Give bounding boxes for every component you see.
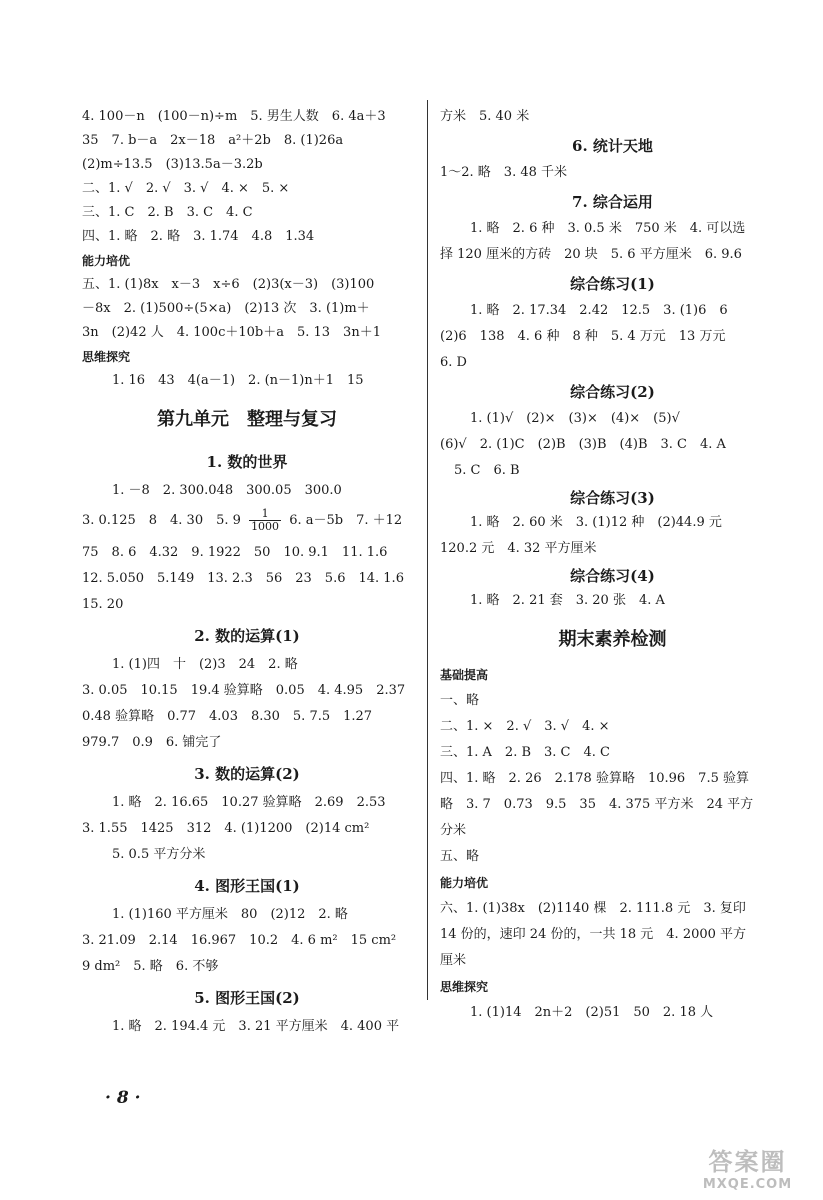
answer-text: 6. a－5b 7. ＋12 [289,513,403,528]
section-heading: 1. 数的世界 [206,453,288,471]
fraction-denominator: 1000 [251,520,280,533]
answer-line: 14 份的，速印 24 份的，一共 18 元 4. 2000 平方 [440,927,747,942]
answer-line: 1. －8 2. 300.048 300.05 300.0 [112,483,342,498]
section-heading: 综合练习(4) [570,567,655,585]
answer-line: 35 7. b－a 2x－18 a²＋2b 8. (1)26a [82,133,344,148]
answer-line: 12. 5.050 5.149 13. 2.3 56 23 5.6 14. 1.6 [82,571,404,586]
answer-line: 1. (1)14 2n＋2 (2)51 50 2. 18 人 [470,1005,714,1020]
answer-line: 1. (1)160 平方厘米 80 (2)12 2. 略 [112,907,348,922]
page-number: · 8 · [105,1088,141,1108]
answer-line: 1. 略 2. 21 套 3. 20 张 4. A [470,593,665,608]
answer-line: 四、1. 略 2. 略 3. 1.74 4.8 1.34 [82,229,315,244]
answer-line: 五、略 [440,849,480,864]
answer-line: 3. 21.09 2.14 16.967 10.2 4. 6 m² 15 cm² [82,933,397,948]
answer-line: 0.48 验算略 0.77 4.03 8.30 5. 7.5 1.27 [82,709,373,724]
fraction-numerator: 1 [249,508,281,521]
unit-title: 第九单元 整理与复习 [157,409,337,430]
answer-line: 分米 [440,823,467,838]
answer-line: 方米 5. 40 米 [440,109,530,124]
section-heading: 7. 综合运用 [572,193,653,211]
answer-line: 1. 略 2. 60 米 3. (1)12 种 (2)44.9 元 [470,515,722,530]
answer-line: 3. 1.55 1425 312 4. (1)1200 (2)14 cm² [82,821,370,836]
answer-line: 5. 0.5 平方分米 [112,847,206,862]
answer-line: 1. 略 2. 194.4 元 3. 21 平方厘米 4. 400 平 [112,1019,400,1034]
answer-line: 1. 略 2. 16.65 10.27 验算略 2.69 2.53 [112,795,386,810]
answer-line: 五、1. (1)8x x－3 x÷6 (2)3(x－3) (3)100 [82,277,375,292]
answer-line: 1. (1)四 十 (2)3 24 2. 略 [112,657,298,672]
answer-line: 979.7 0.9 6. 铺完了 [82,735,222,750]
section-heading: 6. 统计天地 [572,137,653,155]
section-label: 思维探究 [440,980,489,994]
fraction [249,508,281,533]
answer-line: 4. 100－n (100－n)÷m 5. 男生人数 6. 4a＋3 [82,109,386,124]
answer-line: 1～2. 略 3. 48 千米 [440,165,568,180]
answer-line: 15. 20 [82,597,124,612]
answer-line: (2)6 138 4. 6 种 8 种 5. 4 万元 13 万元 [440,329,726,344]
answer-line: 一、略 [440,693,480,708]
answer-line: 6. D [440,355,467,370]
answer-line: (6)√ 2. (1)C (2)B (3)B (4)B 3. C 4. A [440,437,726,452]
answer-line: 1. 16 43 4(a－1) 2. (n－1)n＋1 15 [112,373,364,388]
answer-line: (2)m÷13.5 (3)13.5a－3.2b [82,157,263,172]
watermark-url: MXQE.COM [702,1177,793,1192]
answer-line: 略 3. 7 0.73 9.5 35 4. 375 平方米 24 平方 [440,797,754,812]
section-label: 能力培优 [440,876,489,890]
section-label: 基础提高 [440,668,489,682]
section-label: 思维探究 [82,350,131,364]
answer-line: 120.2 元 4. 32 平方厘米 [440,541,597,556]
section-heading: 综合练习(3) [570,489,655,507]
answer-line: 5. C 6. B [454,463,520,478]
exam-title: 期末素养检测 [558,629,667,650]
section-heading: 4. 图形王国(1) [194,877,300,895]
answer-line: 1. (1)√ (2)× (3)× (4)× (5)√ [470,411,680,426]
answer-line: 四、1. 略 2. 26 2.178 验算略 10.96 7.5 验算 [440,771,749,786]
answer-line: 二、1. √ 2. √ 3. √ 4. × 5. × [82,181,290,196]
column-divider [427,100,428,1000]
answer-line: 3n (2)42 人 4. 100c＋10b＋a 5. 13 3n＋1 [82,325,381,340]
answer-line: 1. 略 2. 17.34 2.42 12.5 3. (1)6 6 [470,303,728,318]
section-heading: 综合练习(2) [570,383,655,401]
answer-line: 三、1. A 2. B 3. C 4. C [440,745,610,760]
answer-line: 择 120 厘米的方砖 20 块 5. 6 平方厘米 6. 9.6 [440,247,742,262]
answer-text: 3. 0.125 8 4. 30 5. 9 [82,513,241,528]
answer-line [82,508,402,533]
answer-line: 三、1. C 2. B 3. C 4. C [82,205,253,220]
answer-line: －8x 2. (1)500÷(5×a) (2)13 次 3. (1)m＋ [82,301,370,316]
answer-line: 3. 0.05 10.15 19.4 验算略 0.05 4. 4.95 2.37 [82,683,406,698]
section-label: 能力培优 [82,254,131,268]
answer-line: 六、1. (1)38x (2)1140 棵 2. 111.8 元 3. 复印 [440,901,746,916]
section-heading: 2. 数的运算(1) [194,627,300,645]
section-heading: 3. 数的运算(2) [194,765,300,783]
answer-line: 厘米 [440,953,467,968]
answer-line: 75 8. 6 4.32 9. 1922 50 10. 9.1 11. 1.6 [82,545,388,560]
answer-line: 二、1. × 2. √ 3. √ 4. × [440,719,610,734]
section-heading: 综合练习(1) [570,275,655,293]
answer-line: 1. 略 2. 6 种 3. 0.5 米 750 米 4. 可以选 [470,221,746,236]
section-heading: 5. 图形王国(2) [194,989,300,1007]
watermark-text: 答案圈 [708,1148,787,1176]
answer-line: 9 dm² 5. 略 6. 不够 [82,959,219,974]
watermark-logo [690,1142,805,1192]
